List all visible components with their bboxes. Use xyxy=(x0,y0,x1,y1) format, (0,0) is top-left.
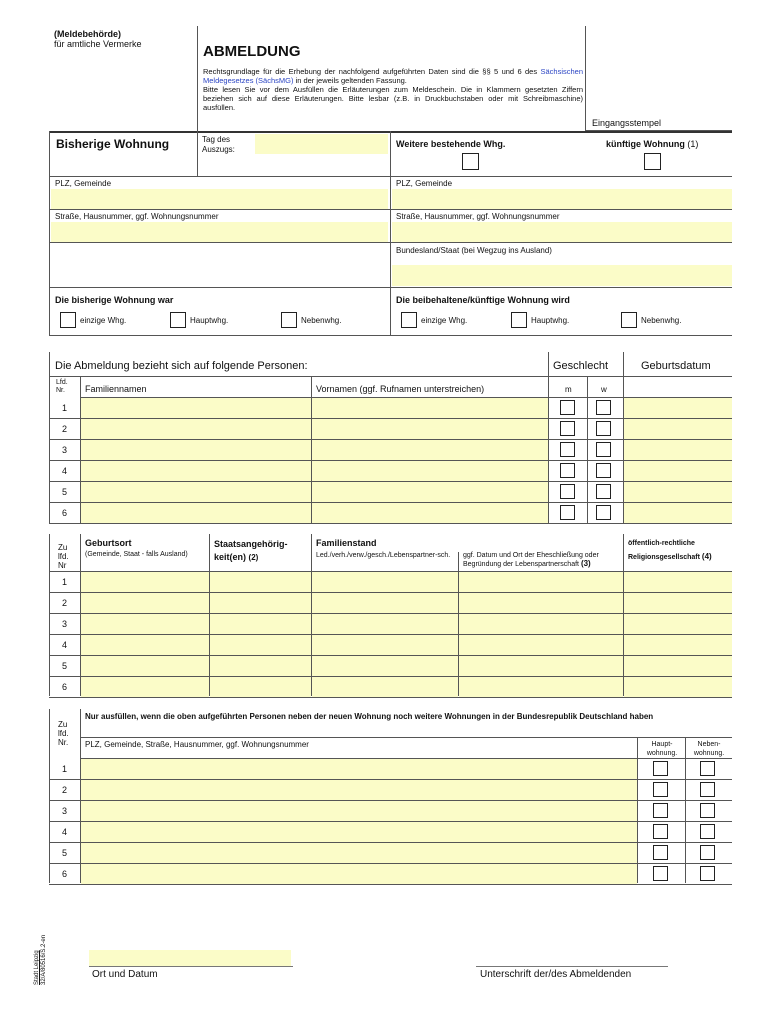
main-residence-checkbox[interactable] xyxy=(653,824,668,839)
marital-header: Familienstand xyxy=(316,538,377,548)
old-street-field[interactable] xyxy=(51,222,388,242)
further-row-number: 2 xyxy=(62,785,68,795)
person-row-number: 3 xyxy=(62,445,68,455)
persons-nr-header: Lfd. Nr. xyxy=(56,379,68,394)
marriage-date-place-field[interactable] xyxy=(459,635,623,655)
old-plz-field[interactable] xyxy=(51,189,388,209)
marriage-date-place-field[interactable] xyxy=(459,614,623,634)
marital-status-field[interactable] xyxy=(312,635,458,655)
lastname-header: Familiennamen xyxy=(85,384,147,394)
marital-status-field[interactable] xyxy=(312,656,458,676)
person-row-number: 2 xyxy=(62,424,68,434)
future-residence-title: künftige Wohnung (1) xyxy=(606,139,699,149)
marital-status-field[interactable] xyxy=(312,614,458,634)
old-street-label: Straße, Hausnummer, ggf. Wohnungsnummer xyxy=(55,212,219,221)
main-residence-checkbox[interactable] xyxy=(653,803,668,818)
row-divider xyxy=(49,884,732,885)
citizenship-field[interactable] xyxy=(210,614,311,634)
details-row-number: 3 xyxy=(62,619,68,629)
person-row-number: 5 xyxy=(62,487,68,497)
firstnames-field[interactable] xyxy=(312,482,548,502)
address-field[interactable] xyxy=(81,801,637,821)
other-residence-checkbox[interactable] xyxy=(462,153,479,170)
citizenship-field[interactable] xyxy=(210,656,311,676)
other-plz-label: PLZ, Gemeinde xyxy=(396,179,453,188)
stamp-label: Eingangsstempel xyxy=(592,118,662,128)
firstnames-header: Vornamen (ggf. Rufnamen unterstreichen) xyxy=(316,384,485,394)
details-row-number: 1 xyxy=(62,577,68,587)
lastname-field[interactable] xyxy=(81,419,311,439)
form-code: Stadt Leipzig 32/A/80516/S.2-en xyxy=(34,934,47,985)
address-field[interactable] xyxy=(81,759,637,779)
male-checkbox[interactable] xyxy=(560,463,575,478)
other-residence-title: Weitere bestehende Whg. xyxy=(396,139,506,149)
old-status-only-checkbox[interactable] xyxy=(60,312,76,328)
further-row-number: 3 xyxy=(62,806,68,816)
further-nr-header: Zu lfd. Nr. xyxy=(58,720,69,747)
male-checkbox[interactable] xyxy=(560,421,575,436)
female-checkbox[interactable] xyxy=(596,463,611,478)
main-residence-checkbox[interactable] xyxy=(653,866,668,881)
other-street-field[interactable] xyxy=(392,222,732,242)
address-header: PLZ, Gemeinde, Straße, Hausnummer, ggf. Wohnungsnummer xyxy=(85,740,309,749)
future-residence-checkbox[interactable] xyxy=(644,153,661,170)
birthplace-field[interactable] xyxy=(81,572,209,592)
citizenship-field[interactable] xyxy=(210,572,311,592)
new-status-secondary-checkbox[interactable] xyxy=(621,312,637,328)
legal-basis: Rechtsgrundlage für die Erhebung der nachfolgend aufgeführten Daten sind die §§ 5 und 6 des Sächsischen Meldegesetzes (SächsMG) in der jeweils geltenden Fassung. xyxy=(203,67,583,85)
new-status-main-label: Hauptwhg. xyxy=(531,316,570,325)
male-checkbox[interactable] xyxy=(560,484,575,499)
secondary-residence-checkbox[interactable] xyxy=(700,824,715,839)
further-row-number: 4 xyxy=(62,827,68,837)
other-plz-field[interactable] xyxy=(392,189,732,209)
old-status-secondary-label: Nebenwhg. xyxy=(301,316,342,325)
birthplace-field[interactable] xyxy=(81,614,209,634)
old-status-secondary-checkbox[interactable] xyxy=(281,312,297,328)
marriage-header: ggf. Datum und Ort der Eheschließung oder Begründung der Lebenspartnerschaft (3) xyxy=(463,552,599,568)
moveout-date-field[interactable] xyxy=(255,134,388,154)
further-row-number: 5 xyxy=(62,848,68,858)
religion-field[interactable] xyxy=(624,656,732,676)
moveout-label: Tag des Auszugs: xyxy=(202,135,235,154)
citizenship-field[interactable] xyxy=(210,677,311,697)
old-status-main-checkbox[interactable] xyxy=(170,312,186,328)
authority-subtitle: für amtliche Vermerke xyxy=(54,39,142,49)
details-row-number: 5 xyxy=(62,661,68,671)
main-residence-checkbox[interactable] xyxy=(653,782,668,797)
details-row-number: 6 xyxy=(62,682,68,692)
religion-header-line2: Religionsgesellschaft (4) xyxy=(628,552,712,561)
female-checkbox[interactable] xyxy=(596,421,611,436)
birthplace-header: Geburtsort xyxy=(85,538,132,548)
birthdate-field[interactable] xyxy=(624,482,732,502)
law-link[interactable]: Sächsischen Meldegesetzes (SächsMG) xyxy=(203,67,583,85)
marital-status-field[interactable] xyxy=(312,677,458,697)
details-nr-header: Zu lfd. Nr xyxy=(58,543,69,570)
female-checkbox[interactable] xyxy=(596,442,611,457)
male-header: m xyxy=(565,385,572,394)
firstnames-field[interactable] xyxy=(312,461,548,481)
religion-field[interactable] xyxy=(624,572,732,592)
gender-header: Geschlecht xyxy=(553,360,609,372)
birthdate-field[interactable] xyxy=(624,503,732,523)
firstnames-field[interactable] xyxy=(312,440,548,460)
birthplace-field[interactable] xyxy=(81,635,209,655)
firstnames-field[interactable] xyxy=(312,398,548,418)
secondary-residence-header: Neben-wohnung. xyxy=(693,741,725,757)
marriage-date-place-field[interactable] xyxy=(459,593,623,613)
details-row-number: 2 xyxy=(62,598,68,608)
secondary-residence-checkbox[interactable] xyxy=(700,866,715,881)
old-status-main-label: Hauptwhg. xyxy=(190,316,229,325)
person-row-number: 6 xyxy=(62,508,68,518)
citizenship-field[interactable] xyxy=(210,593,311,613)
religion-field[interactable] xyxy=(624,677,732,697)
religion-field[interactable] xyxy=(624,593,732,613)
address-field[interactable] xyxy=(81,864,637,884)
address-field[interactable] xyxy=(81,843,637,863)
old-residence-title: Bisherige Wohnung xyxy=(56,137,170,151)
female-checkbox[interactable] xyxy=(596,484,611,499)
new-status-only-label: einzige Whg. xyxy=(421,316,468,325)
secondary-residence-checkbox[interactable] xyxy=(700,782,715,797)
instructions: Bitte lesen Sie vor dem Ausfüllen die Erläuterungen zum Meldeschein. Die in Klammern gesetzten Ziffern beziehen sich auf diese Erläuterungen. Bitte lesbar (z.B. in Druckbuchstaben oder mit Schreibmaschine) ausfüllen. xyxy=(203,85,583,112)
religion-header-line1: öffentlich-rechtliche xyxy=(628,540,695,547)
marital-subheader: Led./verh./verw./gesch./Lebenspartner-sch. xyxy=(316,552,451,559)
further-row-number: 6 xyxy=(62,869,68,879)
old-status-only-label: einzige Whg. xyxy=(80,316,127,325)
new-status-only-checkbox[interactable] xyxy=(401,312,417,328)
secondary-residence-checkbox[interactable] xyxy=(700,803,715,818)
secondary-residence-checkbox[interactable] xyxy=(700,845,715,860)
place-date-field[interactable] xyxy=(89,950,291,966)
birthdate-field[interactable] xyxy=(624,461,732,481)
address-field[interactable] xyxy=(81,822,637,842)
marriage-date-place-field[interactable] xyxy=(459,572,623,592)
marital-status-field[interactable] xyxy=(312,593,458,613)
new-status-main-checkbox[interactable] xyxy=(511,312,527,328)
religion-field[interactable] xyxy=(624,635,732,655)
further-row-number: 1 xyxy=(62,764,68,774)
person-row-number: 4 xyxy=(62,466,68,476)
state-field[interactable] xyxy=(392,265,732,286)
address-field[interactable] xyxy=(81,780,637,800)
religion-field[interactable] xyxy=(624,614,732,634)
signature-label: Unterschrift der/des Abmeldenden xyxy=(480,969,632,980)
main-residence-checkbox[interactable] xyxy=(653,761,668,776)
birthdate-field[interactable] xyxy=(624,440,732,460)
citizenship-field[interactable] xyxy=(210,635,311,655)
female-checkbox[interactable] xyxy=(596,400,611,415)
authority-title: (Meldebehörde) xyxy=(54,29,122,39)
state-label: Bundesland/Staat (bei Wegzug ins Ausland) xyxy=(396,246,552,255)
lastname-field[interactable] xyxy=(81,440,311,460)
birthplace-field[interactable] xyxy=(81,593,209,613)
old-status-title: Die bisherige Wohnung war xyxy=(55,295,174,305)
lastname-field[interactable] xyxy=(81,482,311,502)
marital-status-field[interactable] xyxy=(312,572,458,592)
persons-title: Die Abmeldung bezieht sich auf folgende Personen: xyxy=(55,360,308,372)
female-header: w xyxy=(601,385,607,394)
firstnames-field[interactable] xyxy=(312,419,548,439)
lastname-field[interactable] xyxy=(81,461,311,481)
other-street-label: Straße, Hausnummer, ggf. Wohnungsnummer xyxy=(396,212,560,221)
male-checkbox[interactable] xyxy=(560,442,575,457)
details-row-number: 4 xyxy=(62,640,68,650)
birthplace-field[interactable] xyxy=(81,677,209,697)
new-status-title: Die beibehaltene/künftige Wohnung wird xyxy=(396,295,570,305)
marriage-date-place-field[interactable] xyxy=(459,677,623,697)
birthdate-field[interactable] xyxy=(624,398,732,418)
birthdate-header: Geburtsdatum xyxy=(641,360,711,372)
further-note: Nur ausfüllen, wenn die oben aufgeführten Personen neben der neuen Wohnung noch weitere Wohnungen in der Bundesrepublik Deutschland haben xyxy=(85,712,654,721)
female-checkbox[interactable] xyxy=(596,505,611,520)
male-checkbox[interactable] xyxy=(560,505,575,520)
birthplace-subheader: (Gemeinde, Staat - falls Ausland) xyxy=(85,551,188,558)
main-residence-checkbox[interactable] xyxy=(653,845,668,860)
place-date-label: Ort und Datum xyxy=(92,969,158,980)
new-status-secondary-label: Nebenwhg. xyxy=(641,316,682,325)
secondary-residence-checkbox[interactable] xyxy=(700,761,715,776)
main-residence-header: Haupt-wohnung. xyxy=(646,741,678,757)
firstnames-field[interactable] xyxy=(312,503,548,523)
birthplace-field[interactable] xyxy=(81,656,209,676)
person-row-number: 1 xyxy=(62,403,68,413)
male-checkbox[interactable] xyxy=(560,400,575,415)
row-divider xyxy=(49,523,732,524)
form-title: ABMELDUNG xyxy=(203,43,301,60)
row-divider xyxy=(49,697,732,698)
lastname-field[interactable] xyxy=(81,503,311,523)
birthdate-field[interactable] xyxy=(624,419,732,439)
marriage-date-place-field[interactable] xyxy=(459,656,623,676)
citizenship-header: Staatsangehörig-keit(en) (2) xyxy=(214,539,288,562)
old-plz-label: PLZ, Gemeinde xyxy=(55,179,112,188)
lastname-field[interactable] xyxy=(81,398,311,418)
